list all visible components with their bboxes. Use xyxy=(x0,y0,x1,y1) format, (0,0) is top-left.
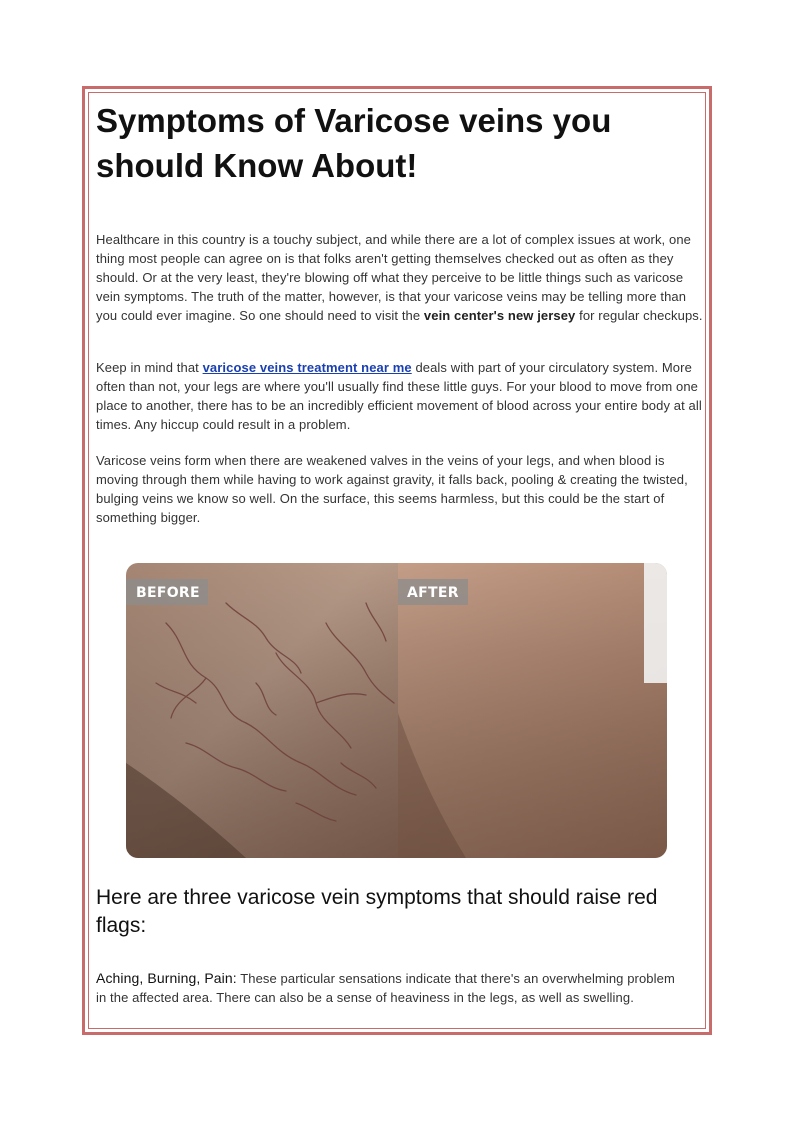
article-title: Symptoms of Varicose veins you should Know About! xyxy=(96,102,612,184)
article xyxy=(96,96,706,525)
before-after-illustration xyxy=(126,563,667,858)
paragraph-intro-text: Healthcare in this country is a touchy subject, and while there are a lot of complex issues at work, one thing most people can agree on is that folks aren't getting themselves checked out as often as they should. Or at the very least, they're blowing off what they perceive to be little things such as varicose vein symptoms. The truth of the matter, however, is that your varicose veins may be telling more than you could ever imagine. So one should need to visit the xyxy=(96,232,691,323)
paragraph-formation: Varicose veins form when there are weakened valves in the veins of your legs, and when blood is moving through them while having to work against gravity, it falls back, pooling & creating the twisted, bulging veins we know so well. On the surface, this seems harmless, but this could be the start of something bigger. xyxy=(96,453,688,525)
before-label: BEFORE xyxy=(136,585,200,601)
after-label: AFTER xyxy=(407,585,459,601)
symptom-aching-text: These particular sensations indicate that there's an overwhelming problem in the affected area. There can also be a sense of heaviness in the legs, as well as swelling. xyxy=(96,971,675,1005)
before-after-photo xyxy=(126,563,667,858)
paragraph-circulatory xyxy=(96,359,706,435)
symptom-aching-lead: Aching, Burning, Pain: xyxy=(96,970,237,986)
paragraph-circulatory-start: Keep in mind that xyxy=(96,360,203,375)
paragraph-circulatory-end: deals with part of your circulatory system. More often than not, your legs are where you'll usually find these little guys. For your blood to move from one place to another, there has to be an incredibly efficient movement of blood across your entire body at all times. Any hiccup could result in a problem. xyxy=(96,360,702,432)
treatment-link[interactable]: varicose veins treatment near me xyxy=(202,360,412,375)
paragraph-intro-end: for regular checkups. xyxy=(575,307,703,323)
symptoms-subheading: Here are three varicose vein symptoms that should raise red flags: xyxy=(96,886,658,937)
symptom-aching xyxy=(96,969,686,1008)
paragraph-intro-bold: vein center's new jersey xyxy=(423,307,576,323)
paragraph-intro xyxy=(96,231,706,326)
